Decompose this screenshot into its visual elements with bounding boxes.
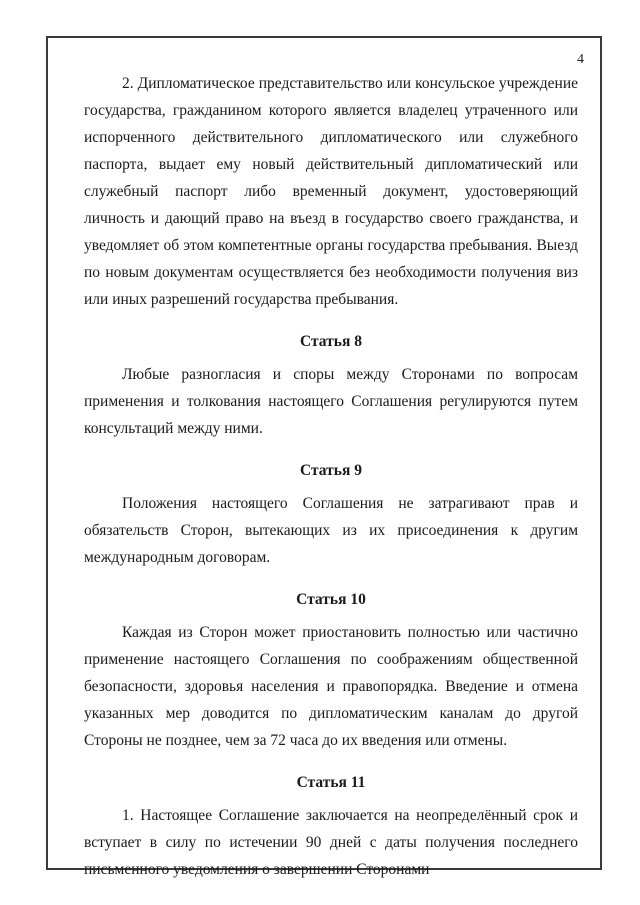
page-number: 4 [577,52,584,67]
article-8-text: Любые разногласия и споры между Сторонами по вопросам применения и толкования настоящего Соглашения регулируются путем консультаций между ними. [84,366,578,437]
article-8-heading: Статья 8 [300,333,362,350]
article-9-text: Положения настоящего Соглашения не затрагивают прав и обязательств Сторон, вытекающих из их присоединения к другим международным договорам. [84,495,578,566]
article-11-paragraph-1: 1. Настоящее Соглашение заключается на неопределённый срок и вступает в силу по истечении 90 дней с даты получения последнего письменного уведомления о завершении Сторонами [84,807,578,878]
document-body [84,70,578,883]
article-10-text: Каждая из Сторон может приостановить полностью или частично применение настоящего Соглашения по соображениям общественной безопасности, здоровья населения и правопорядка. Введение и отмена указанных мер доводится по дипломатическим каналам до другой Стороны не позднее, чем за 72 часа до их введения или отмены. [84,624,578,749]
article-10-heading: Статья 10 [296,591,366,608]
article-7-paragraph-2: 2. Дипломатическое представительство или консульское учреждение государства, гражданином которого является владелец утраченного или испорченного действительного дипломатического или служебного паспорта, выдает ему новый действительный дипломатический или служебный паспорт либо временный документ, удостоверяющий личность и дающий право на въезд в государство своего гражданства, и уведомляет об этом компетентные органы государства пребывания. Выезд по новым документам осуществляется без необходимости получения виз или иных разрешений государства пребывания. [84,75,578,308]
article-11-heading: Статья 11 [296,774,366,791]
article-9-heading: Статья 9 [300,462,362,479]
